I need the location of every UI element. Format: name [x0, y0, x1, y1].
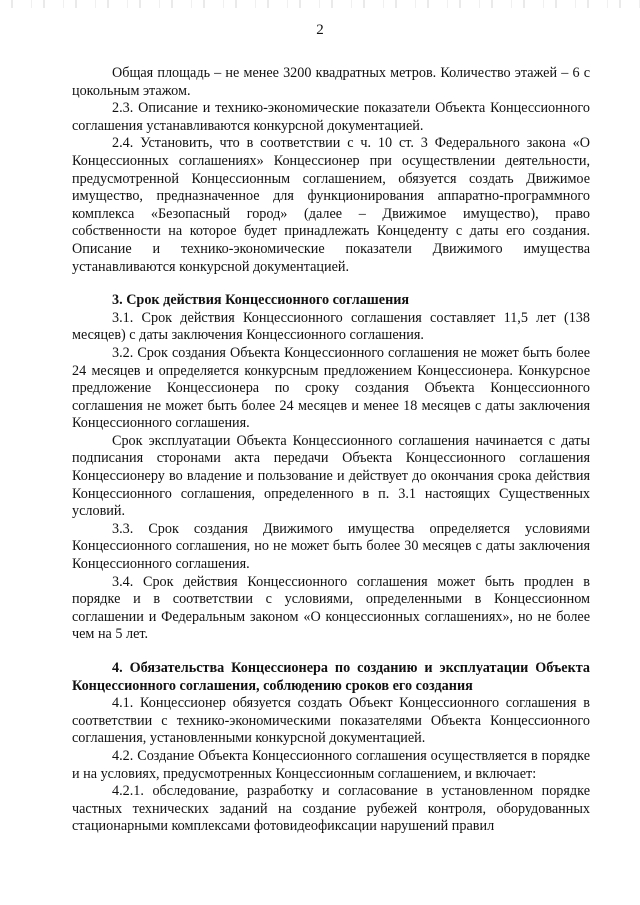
paragraph-4-1: 4.1. Концессионер обязуется создать Объект Концессионного соглашения в соответствии с технико-экономическими показателями Объекта Концессионного соглашения, установленными конкурсной документацией.	[72, 695, 590, 747]
paragraph-3-3: 3.3. Срок создания Движимого имущества определяется условиями Концессионного соглашения, но не может быть более 30 месяцев с даты заключения Концессионного соглашения.	[72, 520, 590, 573]
spacer	[72, 644, 590, 660]
paragraph-3-2: 3.2. Срок создания Объекта Концессионного соглашения не может быть более 24 месяцев и определяется конкурсным предложением Концессионера. Конкурсное предложение Концессионера по сроку создания Объекта Концессионного соглашения не может быть более 24 месяцев и менее 18 месяцев с даты заключения Концессионного соглашения.	[72, 344, 590, 432]
paragraph-3-2-operation: Срок эксплуатации Объекта Концессионного соглашения начинается с даты подписания сторонами акта передачи Объекта Концессионного соглашения Концессионеру во владение и пользование и действует до окончания срока действия Концессионного соглашения, определенного в п. 3.1 настоящих Существенных условий.	[72, 432, 590, 520]
scan-artifact	[0, 0, 640, 8]
paragraph-area: Общая площадь – не менее 3200 квадратных метров. Количество этажей – 6 с цокольным этажом.	[72, 65, 590, 99]
paragraph-4-2: 4.2. Создание Объекта Концессионного соглашения осуществляется в порядке и на условиях, предусмотренных Концессионным соглашением, и включает:	[72, 747, 590, 782]
paragraph-3-1: 3.1. Срок действия Концессионного соглашения составляет 11,5 лет (138 месяцев) с даты заключения Концессионного соглашения.	[72, 309, 590, 344]
paragraph-3-4: 3.4. Срок действия Концессионного соглашения может быть продлен в порядке и в соответствии с условиями, определенными в Концессионном соглашении и Федеральным законом «О концессионных соглашениях», но не более чем на 5 лет.	[72, 573, 590, 643]
paragraph-4-2-1: 4.2.1. обследование, разработку и согласование в установленном порядке частных технических заданий на создание рубежей контроля, оборудованных стационарными комплексами фотовидеофиксации нарушений правил	[72, 783, 590, 835]
paragraph-2-3: 2.3. Описание и технико-экономические показатели Объекта Концессионного соглашения устанавливаются конкурсной документацией.	[72, 100, 590, 134]
section-4-heading: 4. Обязательства Концессионера по созданию и эксплуатации Объекта Концессионного соглашения, соблюдению сроков его создания	[72, 660, 590, 694]
spacer	[72, 276, 590, 292]
paragraph-2-4: 2.4. Установить, что в соответствии с ч. 10 ст. 3 Федерального закона «О Концессионных соглашениях» Концессионер при осуществлении деятельности, предусмотренной Концессионным соглашением, обязуется создать Движимое имущество, предназначенное для функционирования аппаратно-программного комплекса «Безопасный город» (далее – Движимое имущество), право собственности на которое будет принадлежать Концеденту с даты его создания. Описание и технико-экономические показатели Движимого имущества устанавливаются конкурсной документацией.	[72, 135, 590, 275]
page-number: 2	[316, 22, 324, 38]
document-body	[72, 65, 590, 836]
section-3-heading: 3. Срок действия Концессионного соглашения	[112, 292, 410, 309]
